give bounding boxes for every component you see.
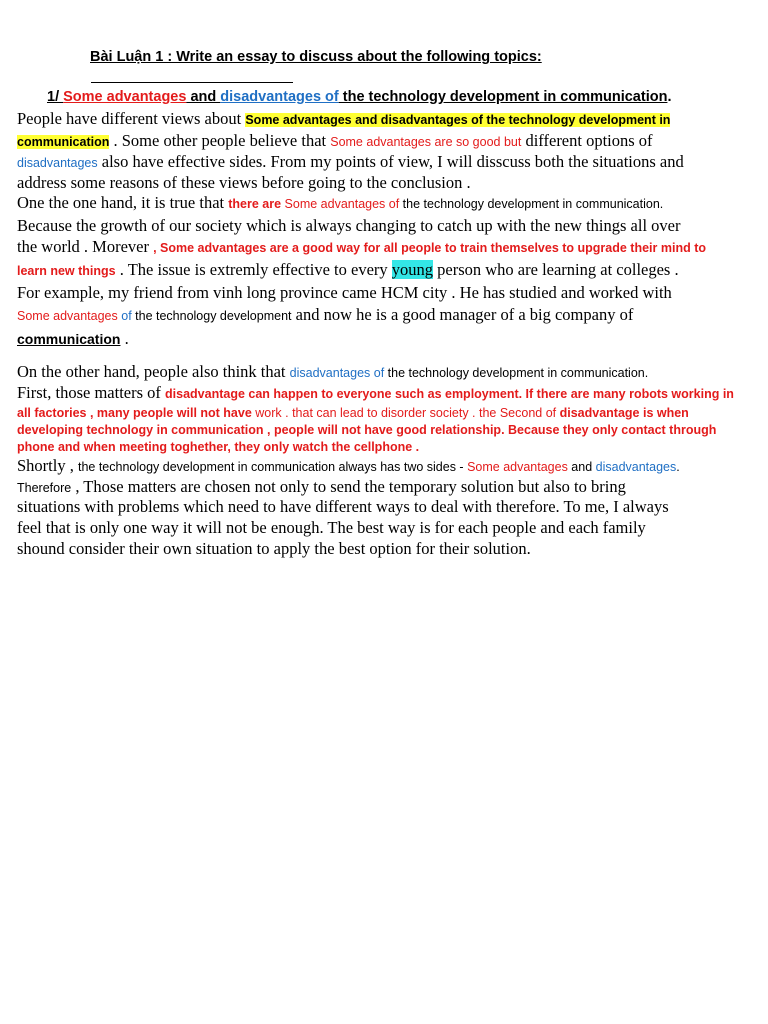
para1-text: People have different views about <box>17 109 246 128</box>
para2-text: One the one hand, it is true that <box>17 193 229 212</box>
para3-red-bold: developing technology in communication , people will not have good relationship. Because they only contact through <box>17 423 717 437</box>
para1-line4: address some reasons of these views before going to the conclusion . <box>17 173 471 192</box>
para2-red-phrase: Some advantages <box>17 309 118 323</box>
para4-sans-phrase: the technology development in communication always has two sides - <box>77 460 468 474</box>
para4-sans-phrase: and <box>567 460 596 474</box>
para2-text: the world . Morever <box>17 237 154 256</box>
para4-line3: situations with problems which need to have different ways to deal with therefore. To me, I always <box>17 497 669 516</box>
para1-line1 <box>17 109 670 130</box>
para3-line2 <box>17 383 734 404</box>
para1-line3 <box>17 152 684 173</box>
para3-text: First, those matters of <box>17 383 166 402</box>
topic-heading <box>47 89 671 105</box>
para3-blue-phrase: disadvantages of <box>289 366 385 380</box>
para2-line1 <box>17 193 663 214</box>
para4-line4: feel that is only one way it will not be enough. The best way is for each people and each family <box>17 518 646 537</box>
para4-line2 <box>17 477 626 498</box>
heading-number: 1/ <box>47 89 64 105</box>
para3-line5 <box>17 436 419 457</box>
para2-sans-phrase: the technology development <box>131 309 292 323</box>
para2-sans-phrase: the technology development in communication. <box>399 197 664 211</box>
para3-red-phrase: work . that can lead to disorder society . the Second of <box>255 406 560 420</box>
para1-highlight-cont: communication <box>17 135 110 149</box>
para4-red-phrase: Some advantages <box>467 460 568 474</box>
para4-sans-phrase: Therefore <box>17 481 72 495</box>
para1-text: also have effective sides. From my points of view, I will disscuss both the situations and <box>97 152 684 171</box>
para3-red-bold: all factories , many people will not have <box>17 406 256 420</box>
essay-title: Bài Luận 1 : Write an essay to discuss about the following topics: <box>90 49 542 65</box>
para4-line1 <box>17 456 680 477</box>
para4-line5: shound consider their own situation to apply the best option for their solution. <box>17 539 531 558</box>
para2-line7 <box>17 329 129 349</box>
para2-line2: Because the growth of our society which is always changing to catch up with the new things all over <box>17 216 681 235</box>
para4-blue-phrase: disadvantages <box>595 460 677 474</box>
heading-and: and <box>186 89 221 105</box>
para2-text: . <box>120 329 129 348</box>
para3-line1 <box>17 362 648 383</box>
para2-red-bold: learn new things <box>17 264 116 278</box>
para4-text: Shortly , <box>17 456 78 475</box>
para1-red-phrase: Some advantages are so good but <box>330 135 522 149</box>
para3-red-bold: disadvantage can happen to everyone such as employment. If there are many robots working in <box>165 387 734 401</box>
para4-sans-phrase: . <box>676 460 680 474</box>
heading-topic: the technology development in communication <box>338 89 668 105</box>
para2-red-bold: , Some advantages are a good way for all people to train themselves to upgrade their mind to <box>153 241 706 255</box>
title-underline-rule <box>91 82 293 83</box>
para2-line4 <box>17 260 679 281</box>
para2-red-phrase: Some advantages of <box>281 197 400 211</box>
para1-text: . Some other people believe that <box>109 131 331 150</box>
para3-red-bold: disadvantage is when <box>559 406 689 420</box>
para2-text: . The issue is extremly effective to every <box>115 260 392 279</box>
para2-line6 <box>17 305 633 326</box>
para2-text: person who are learning at colleges . <box>433 260 679 279</box>
para2-cyan-highlight: young <box>391 260 434 279</box>
para2-underlined-word: communication <box>17 331 121 347</box>
para4-text: , Those matters are chosen not only to send the temporary solution but also to bring <box>71 477 626 496</box>
para3-sans-phrase: the technology development in communication. <box>384 366 649 380</box>
para1-line2 <box>17 131 653 152</box>
para2-line5: For example, my friend from vinh long province came HCM city . He has studied and worked with <box>17 283 672 302</box>
para2-blue-phrase: of <box>117 309 132 323</box>
para1-highlight: Some advantages and disadvantages of the technology development in <box>245 113 671 127</box>
para2-line3 <box>17 237 706 258</box>
para2-red-bold: there are <box>228 197 282 211</box>
para1-blue-phrase: disadvantages <box>17 156 98 170</box>
para2-text: and now he is a good manager of a big company of <box>291 305 634 324</box>
para1-text: different options of <box>521 131 653 150</box>
heading-advantages: Some advantages <box>63 89 187 105</box>
heading-period: . <box>667 89 672 105</box>
heading-disadvantages: disadvantages of <box>220 89 339 105</box>
para3-red-bold: phone and when meeting toghether, they only watch the cellphone . <box>17 440 420 454</box>
para3-text: On the other hand, people also think that <box>17 362 290 381</box>
